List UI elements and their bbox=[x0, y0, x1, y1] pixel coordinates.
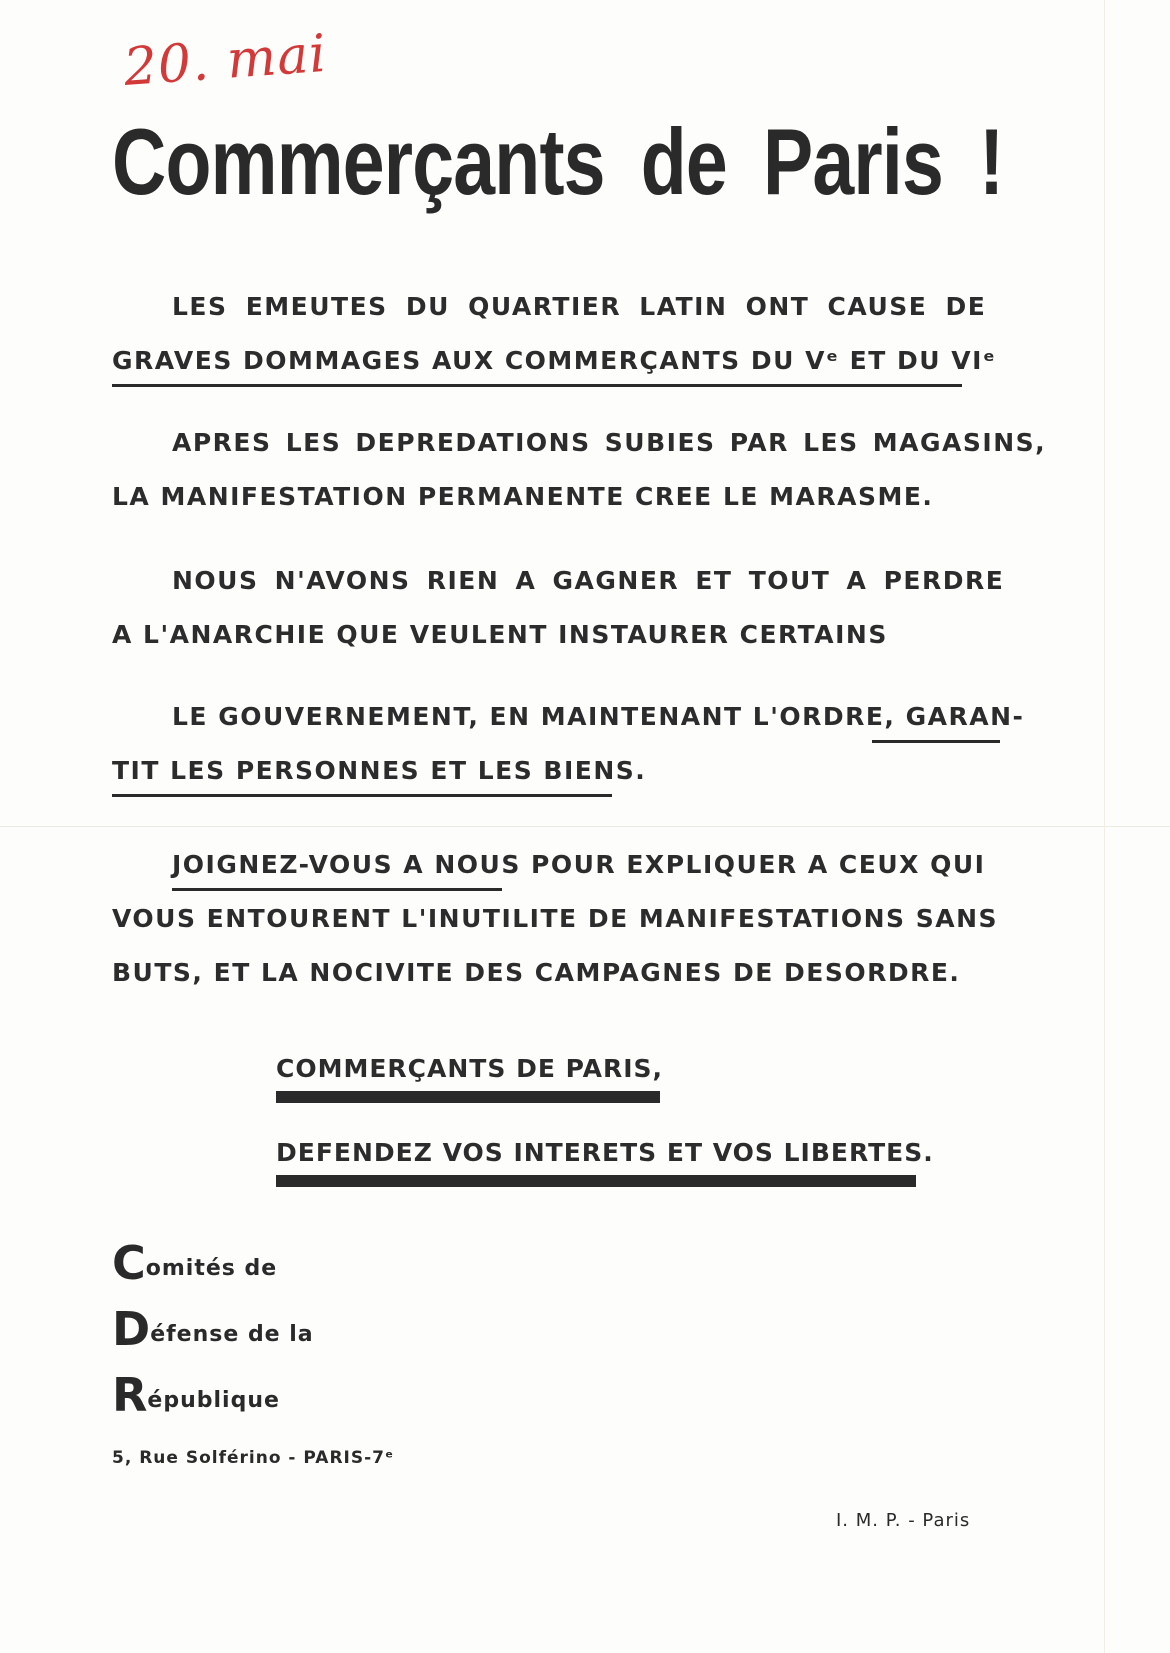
cta-line: DEFENDEZ VOS INTERETS ET VOS LIBERTES. bbox=[276, 1138, 934, 1167]
underline bbox=[112, 384, 962, 387]
signature-line bbox=[112, 1368, 280, 1422]
underline-bar bbox=[276, 1175, 916, 1187]
signature-line bbox=[112, 1302, 314, 1356]
printer-mark: I. M. P. - Paris bbox=[836, 1510, 971, 1531]
underline bbox=[112, 794, 612, 797]
signature-initial: C bbox=[112, 1236, 146, 1290]
text-line: LA MANIFESTATION PERMANENTE CREE LE MARASME. bbox=[112, 482, 934, 511]
signature-text: épublique bbox=[147, 1388, 280, 1413]
signature-text: omités de bbox=[145, 1256, 278, 1281]
fold-crease bbox=[1104, 0, 1105, 1653]
text-line: JOIGNEZ-VOUS A NOUS POUR EXPLIQUER A CEUX QUI bbox=[172, 850, 986, 879]
underline bbox=[872, 740, 1000, 743]
text-line: TIT LES PERSONNES ET LES BIENS. bbox=[112, 756, 647, 785]
text-line: GRAVES DOMMAGES AUX COMMERÇANTS DU Vᵉ ET DU VIᵉ bbox=[112, 346, 997, 375]
text-line: LES EMEUTES DU QUARTIER LATIN ONT CAUSE DE bbox=[172, 292, 987, 321]
signature-initial: R bbox=[112, 1368, 148, 1422]
cta-line: COMMERÇANTS DE PARIS, bbox=[276, 1054, 664, 1083]
signature-initial: D bbox=[112, 1302, 151, 1356]
signature-text: éfense de la bbox=[150, 1322, 314, 1347]
handwritten-date: 20. mai bbox=[121, 23, 329, 98]
text-line: LE GOUVERNEMENT, EN MAINTENANT L'ORDRE, GARAN- bbox=[172, 702, 1025, 731]
text-line: APRES LES DEPREDATIONS SUBIES PAR LES MAGASINS, bbox=[172, 428, 1047, 457]
text-line: VOUS ENTOURENT L'INUTILITE DE MANIFESTATIONS SANS bbox=[112, 904, 998, 933]
underline-bar bbox=[276, 1091, 660, 1103]
text-line: NOUS N'AVONS RIEN A GAGNER ET TOUT A PERDRE bbox=[172, 566, 1005, 595]
text-line: BUTS, ET LA NOCIVITE DES CAMPAGNES DE DESORDRE. bbox=[112, 958, 961, 987]
address: 5, Rue Solférino - PARIS-7ᵉ bbox=[112, 1448, 395, 1468]
text-line: A L'ANARCHIE QUE VEULENT INSTAURER CERTAINS bbox=[112, 620, 888, 649]
fold-crease bbox=[0, 826, 1170, 827]
signature-line bbox=[112, 1236, 277, 1290]
page-title: Commerçants de Paris ! bbox=[112, 109, 1004, 214]
underline bbox=[172, 888, 502, 891]
